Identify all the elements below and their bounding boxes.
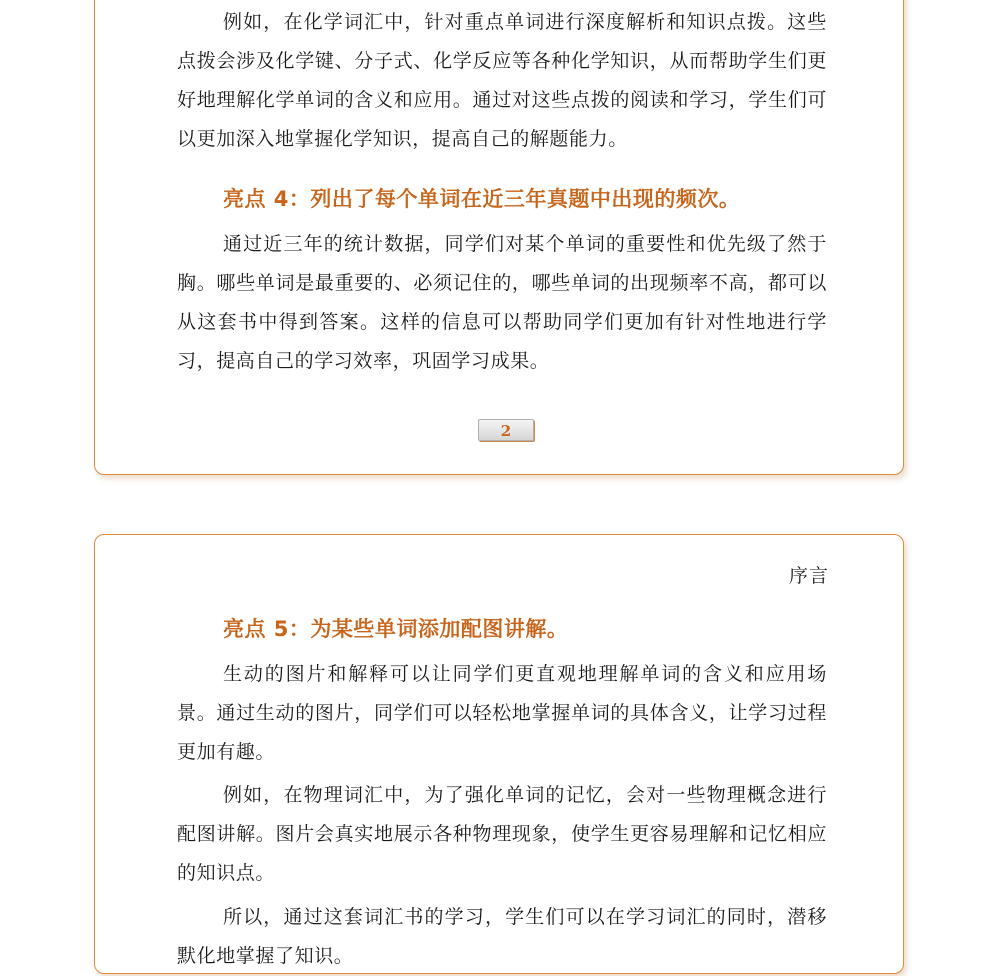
- highlight-5-heading: 亮点 5：为某些单词添加配图讲解。: [223, 617, 569, 641]
- page-card-top: [94, 0, 904, 475]
- page-card-bottom: [94, 534, 904, 974]
- paragraph-frequency-stats: 通过近三年的统计数据，同学们对某个单词的重要性和优先级了然于胸。哪些单词是最重要的、必须记住的，哪些单词的出现频率不高，都可以从这套书中得到答案。这样的信息可以帮助同学们更加有针对性地进行学习，提高自己的学习效率，巩固学习成果。: [177, 233, 827, 372]
- paragraph-conclusion: 所以，通过这套词汇书的学习，学生们可以在学习词汇的同时，潜移默化地掌握了知识。: [177, 906, 827, 967]
- page-number-badge: 2: [478, 419, 534, 441]
- paragraph-chemistry-example: 例如，在化学词汇中，针对重点单词进行深度解析和知识点拨。这些点拨会涉及化学键、分子式、化学反应等各种化学知识，从而帮助学生们更好地理解化学单词的含义和应用。通过对这些点拨的阅读和学习，学生们可以更加深入地掌握化学知识，提高自己的解题能力。: [177, 11, 827, 150]
- highlight-4-heading: 亮点 4：列出了每个单词在近三年真题中出现的频次。: [223, 187, 741, 211]
- paragraph-images-intro: 生动的图片和解释可以让同学们更直观地理解单词的含义和应用场景。通过生动的图片，同学们可以轻松地掌握单词的具体含义，让学习过程更加有趣。: [177, 663, 827, 763]
- paragraph-physics-example: 例如，在物理词汇中，为了强化单词的记忆，会对一些物理概念进行配图讲解。图片会真实地展示各种物理现象，使学生更容易理解和记忆相应的知识点。: [177, 784, 827, 884]
- running-header-preface: 序言: [788, 565, 829, 587]
